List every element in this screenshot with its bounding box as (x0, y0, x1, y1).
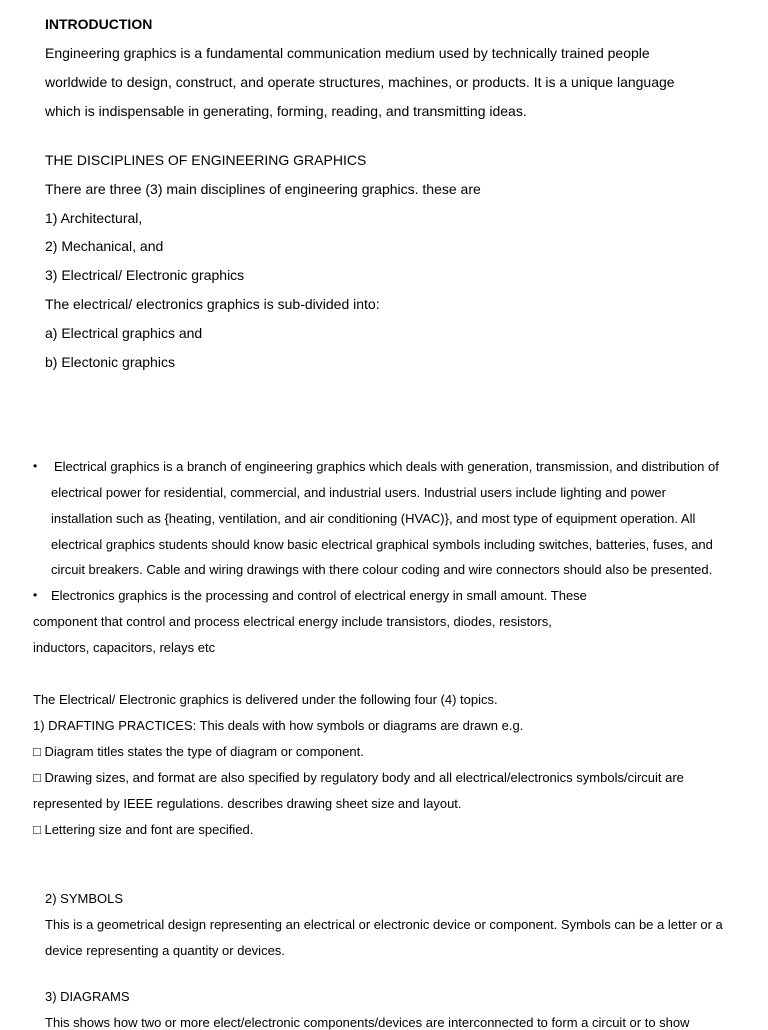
drafting-practices-line: 1) DRAFTING PRACTICES: This deals with how symbols or diagrams are drawn e.g. (33, 718, 524, 733)
electronics-bullet-line: component that control and process electrical energy include transistors, diodes, resistors, (33, 614, 552, 629)
electrical-bullet-line: electrical power for residential, commercial, and industrial users. Industrial users include lighting and power (51, 485, 666, 500)
subdivided-item: a) Electrical graphics and (45, 325, 203, 341)
discipline-item: 2) Mechanical, and (45, 238, 164, 254)
intro-heading: INTRODUCTION (45, 16, 153, 32)
intro-paragraph-line: worldwide to design, construct, and operate structures, machines, or products. It is a unique language (45, 74, 675, 90)
electronics-bullet-line: inductors, capacitors, relays etc (33, 640, 216, 655)
disciplines-lead: There are three (3) main disciplines of engineering graphics. these are (45, 181, 481, 197)
electronics-bullet-line: Electronics graphics is the processing and control of electrical energy in small amount. These (51, 588, 587, 603)
bullet-marker: • (33, 459, 38, 473)
symbols-line: device representing a quantity or devices. (45, 943, 285, 958)
drafting-point: □ Drawing sizes, and format are also specified by regulatory body and all electrical/electronics symbols/circuit are (33, 770, 684, 785)
intro-paragraph-line: which is indispensable in generating, forming, reading, and transmitting ideas. (45, 103, 527, 119)
electrical-bullet-line: Electrical graphics is a branch of engineering graphics which deals with generation, transmission, and distribution of (54, 459, 719, 474)
subdivided-item: b) Electonic graphics (45, 354, 175, 370)
intro-paragraph-line: Engineering graphics is a fundamental communication medium used by technically trained people (45, 45, 650, 61)
disciplines-heading: THE DISCIPLINES OF ENGINEERING GRAPHICS (45, 152, 367, 168)
electrical-bullet-line: electrical graphics students should know basic electrical graphical symbols including switches, batteries, fuses, and (51, 537, 713, 552)
drafting-point: represented by IEEE regulations. describes drawing sheet size and layout. (33, 796, 462, 811)
symbols-heading: 2) SYMBOLS (45, 891, 124, 906)
discipline-item: 1) Architectural, (45, 210, 143, 226)
diagrams-line: This shows how two or more elect/electronic components/devices are interconnected to form a circuit or to show (45, 1015, 690, 1030)
diagrams-heading: 3) DIAGRAMS (45, 989, 130, 1004)
bullet-marker: • (33, 588, 38, 602)
drafting-point: □ Lettering size and font are specified. (33, 822, 254, 837)
electrical-bullet-line: circuit breakers. Cable and wiring drawings with there colour coding and wire connectors should also be presented. (51, 562, 713, 577)
drafting-point: □ Diagram titles states the type of diagram or component. (33, 744, 364, 759)
electrical-bullet-line: installation such as {heating, ventilation, and air conditioning (HVAC)}, and most type of equipment operation. All (51, 511, 696, 526)
topics-lead: The Electrical/ Electronic graphics is delivered under the following four (4) topics. (33, 692, 498, 707)
discipline-item: 3) Electrical/ Electronic graphics (45, 267, 245, 283)
subdivided-lead: The electrical/ electronics graphics is sub-divided into: (45, 296, 380, 312)
symbols-line: This is a geometrical design representing an electrical or electronic device or component. Symbols can be a letter or a (45, 917, 723, 932)
